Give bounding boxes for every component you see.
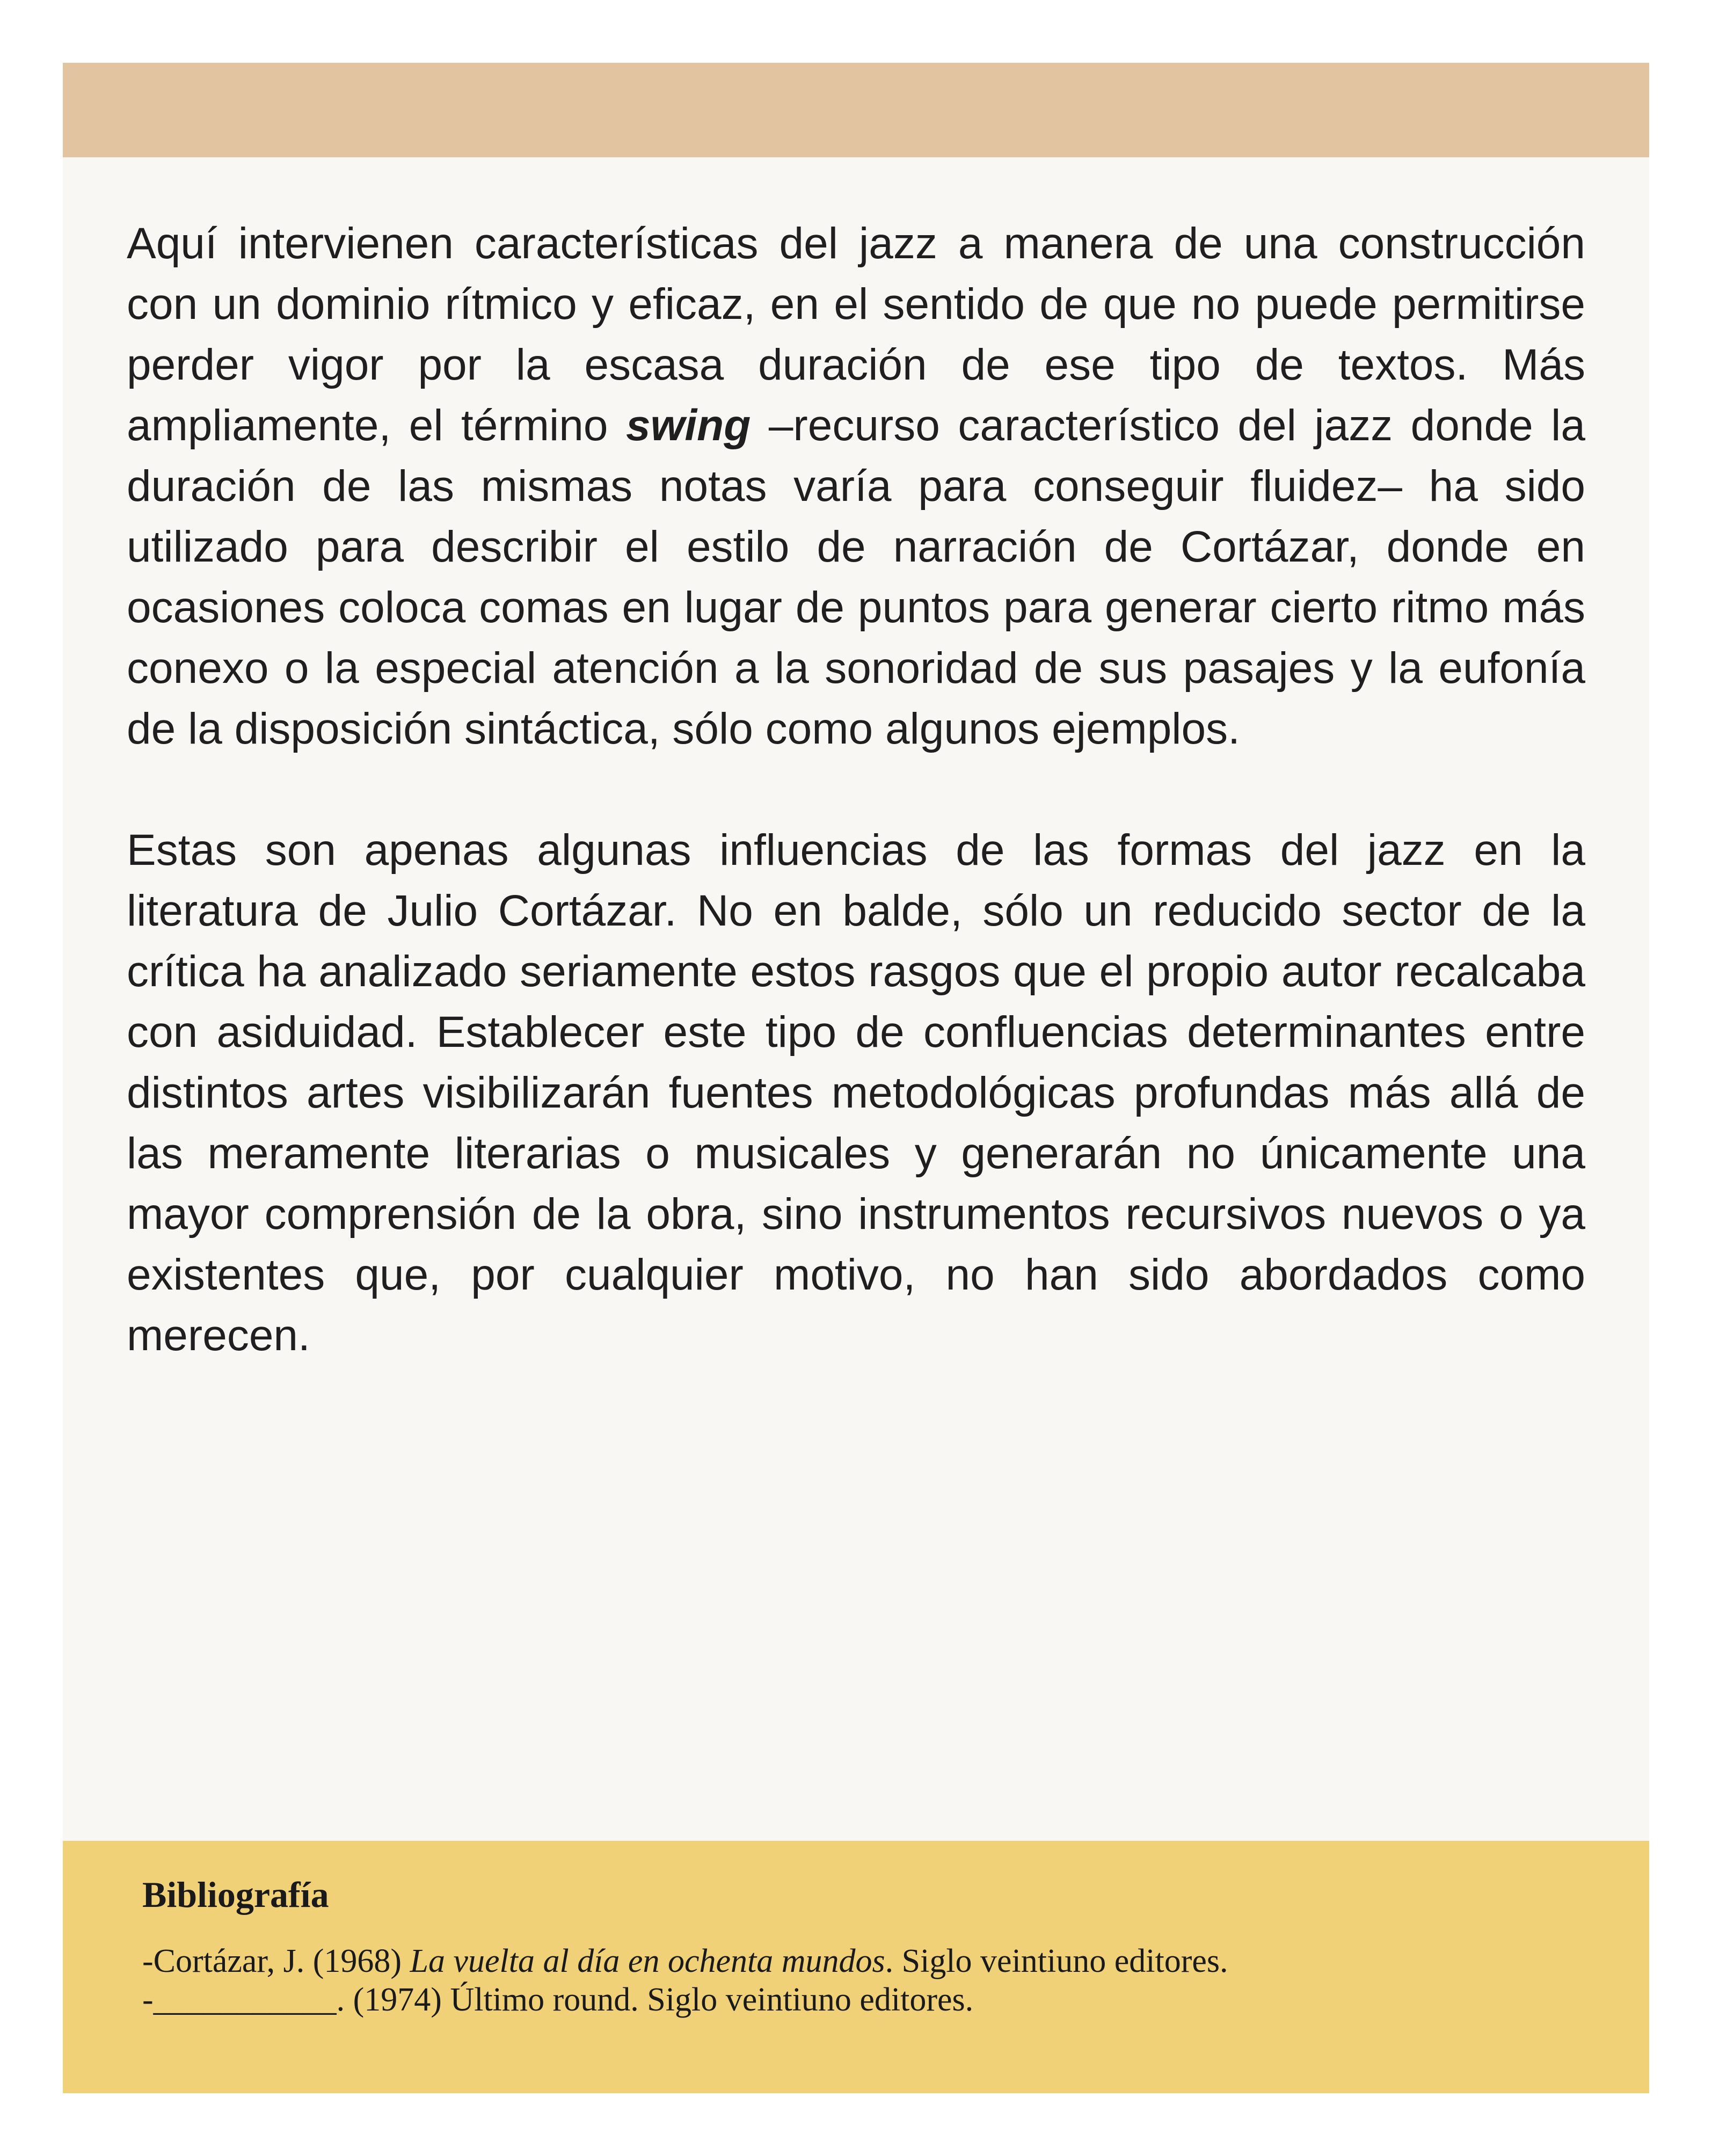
paragraph-1 [127,213,1585,759]
paragraph-1-text-end: –recurso característico del jazz donde la duración de las mismas notas varía para conseguir fluidez– ha sido utilizado para describir el estilo de narración de Cortázar, donde en ocasiones coloca comas en lugar de puntos para generar cierto ritmo más conexo o la especial atención a la sonoridad de sus pasajes y la eufonía de la disposición sintáctica, sólo como algunos ejemplos. [127,401,1585,753]
term-swing: swing [625,401,751,450]
paragraph-spacer [127,759,1585,820]
article-body [127,213,1585,1366]
paragraph-1-text-start: Aquí intervienen características del jazz a manera de una construcción con un dominio rítmico y eficaz, en el sentido de que no puede permitirse perder vigor por la escasa duración de ese tipo de textos. Más ampliamente, el término [127,219,1585,450]
entry-1-publisher: . Siglo veintiuno editores. [885,1943,1228,1979]
header-band [63,63,1649,157]
bibliography-band [63,1841,1649,2093]
page-panel [63,63,1649,2093]
entry-1-book-title: La vuelta al día en ochenta mundos [410,1943,885,1979]
bibliography-entry-1 [142,1942,1613,1980]
bibliography-entry-2: -___________. (1974) Último round. Siglo veintiuno editores. [142,1982,974,2018]
entry-1-author: -Cortázar, J. (1968) [142,1943,410,1979]
bibliography-list [142,1942,1613,2019]
bibliography-title: Bibliografía [142,1874,329,1915]
paragraph-2: Estas son apenas algunas influencias de las formas del jazz en la literatura de Julio Cortázar. No en balde, sólo un reducido sector de la crítica ha analizado seriamente estos rasgos que el propio autor recalcaba con asiduidad. Establecer este tipo de confluencias determinantes entre distintos artes visibilizarán fuentes metodológicas profundas más allá de las meramente literarias o musicales y generarán no únicamente una mayor comprensión de la obra, sino instrumentos recursivos nuevos o ya existentes que, por cualquier motivo, no han sido abordados como merecen. [127,826,1585,1360]
